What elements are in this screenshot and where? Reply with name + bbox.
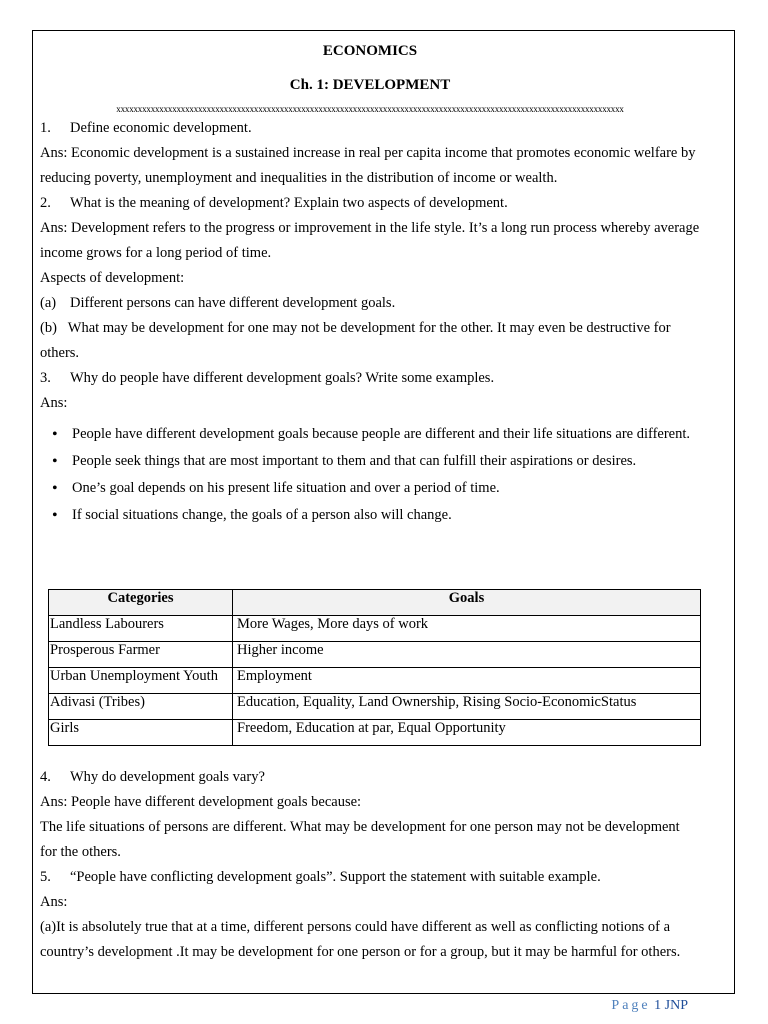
question-1	[40, 116, 700, 191]
page-footer	[611, 998, 688, 1014]
question-text	[40, 765, 700, 790]
aspect-text: What may be development for one may not be development for the other. It may even be destructive for others.	[40, 320, 671, 361]
question-number: 4.	[40, 769, 51, 785]
category-cell: Landless Labourers	[49, 616, 233, 642]
question-3	[40, 366, 700, 528]
table-row	[49, 642, 701, 668]
column-header-categories: Categories	[49, 590, 233, 616]
answer-label: Ans:	[40, 894, 68, 910]
category-cell: Girls	[49, 720, 233, 746]
goal-cell: Freedom, Education at par, Equal Opportunity	[233, 720, 701, 746]
table-row	[49, 668, 701, 694]
aspect-text: Different persons can have different development goals.	[70, 295, 396, 311]
goals-table	[48, 589, 701, 746]
question-label: Define economic development.	[70, 120, 252, 136]
table-row	[49, 616, 701, 642]
aspect-item	[40, 291, 700, 316]
goal-cell: Higher income	[233, 642, 701, 668]
aspect-label: (b)	[40, 320, 57, 336]
answer-label: Ans:	[40, 395, 68, 411]
category-cell: Prosperous Farmer	[49, 642, 233, 668]
question-label: What is the meaning of development? Explain two aspects of development.	[70, 195, 508, 211]
answer-text: Ans: Economic development is a sustained increase in real per capita income that promotes economic welfare by reducing poverty, unemployment and inequalities in the distribution of income or wealth.	[40, 145, 696, 186]
page-label: Page	[611, 998, 651, 1013]
questions-continued	[40, 765, 700, 965]
bullet-item: • People have different development goals because people are different and their life situations are different.	[40, 422, 700, 447]
question-text	[40, 116, 700, 141]
table-header-row	[49, 590, 701, 616]
table-row	[49, 720, 701, 746]
question-label: Why do development goals vary?	[70, 769, 265, 785]
answer-text: Ans: Development refers to the progress or improvement in the life style. It’s a long run process whereby average income grows for a long period of time.	[40, 220, 700, 261]
question-text	[40, 865, 700, 890]
author-initials: JNP	[664, 998, 688, 1013]
bullet-list	[40, 422, 700, 528]
question-4	[40, 765, 700, 865]
bullet-item: • If social situations change, the goals of a person also will change.	[40, 503, 700, 528]
question-number: 5.	[40, 869, 51, 885]
page-number: 1	[654, 998, 662, 1013]
question-2	[40, 191, 700, 366]
answer-text: Ans: People have different development goals because:	[40, 794, 362, 810]
question-text	[40, 191, 700, 216]
separator-line: xxxxxxxxxxxxxxxxxxxxxxxxxxxxxxxxxxxxxxxxxxxxxxxxxxxxxxxxxxxxxxxxxxxxxxxxxxxxxxxxxxxxxxxxxxxxxxxxxxxxxxxxxxxxxxxxxxxxxx	[116, 104, 624, 114]
document-body	[40, 40, 700, 960]
question-number: 1.	[40, 120, 51, 136]
answer-text: (a)It is absolutely true that at a time, different persons could have different as well as conflicting notions of a country’s development .It may be development for one person or for a group, but it may be harmful for others.	[40, 919, 681, 960]
question-text	[40, 366, 700, 391]
answer-detail: The life situations of persons are different. What may be development for one person may not be development for the others.	[40, 819, 680, 860]
chapter-title: Ch. 1: DEVELOPMENT	[289, 77, 451, 93]
aspect-label: (a)	[40, 295, 57, 311]
table-row	[49, 694, 701, 720]
category-cell: Urban Unemployment Youth	[49, 668, 233, 694]
goal-cell: Employment	[233, 668, 701, 694]
aspect-item	[40, 316, 700, 366]
subject-title: ECONOMICS	[322, 43, 418, 59]
goal-cell: Education, Equality, Land Ownership, Rising Socio-EconomicStatus	[233, 694, 701, 720]
question-5	[40, 865, 700, 965]
question-number: 2.	[40, 195, 51, 211]
category-cell: Adivasi (Tribes)	[49, 694, 233, 720]
question-number: 3.	[40, 370, 51, 386]
bullet-item: • One’s goal depends on his present life situation and over a period of time.	[40, 476, 700, 501]
bullet-item: • People seek things that are most important to them and that can fulfill their aspirations or desires.	[40, 449, 700, 474]
question-label: Why do people have different development goals? Write some examples.	[70, 370, 495, 386]
question-label: “People have conflicting development goals”. Support the statement with suitable example.	[70, 869, 601, 885]
aspects-heading: Aspects of development:	[40, 270, 185, 286]
goal-cell: More Wages, More days of work	[233, 616, 701, 642]
column-header-goals: Goals	[233, 590, 701, 616]
